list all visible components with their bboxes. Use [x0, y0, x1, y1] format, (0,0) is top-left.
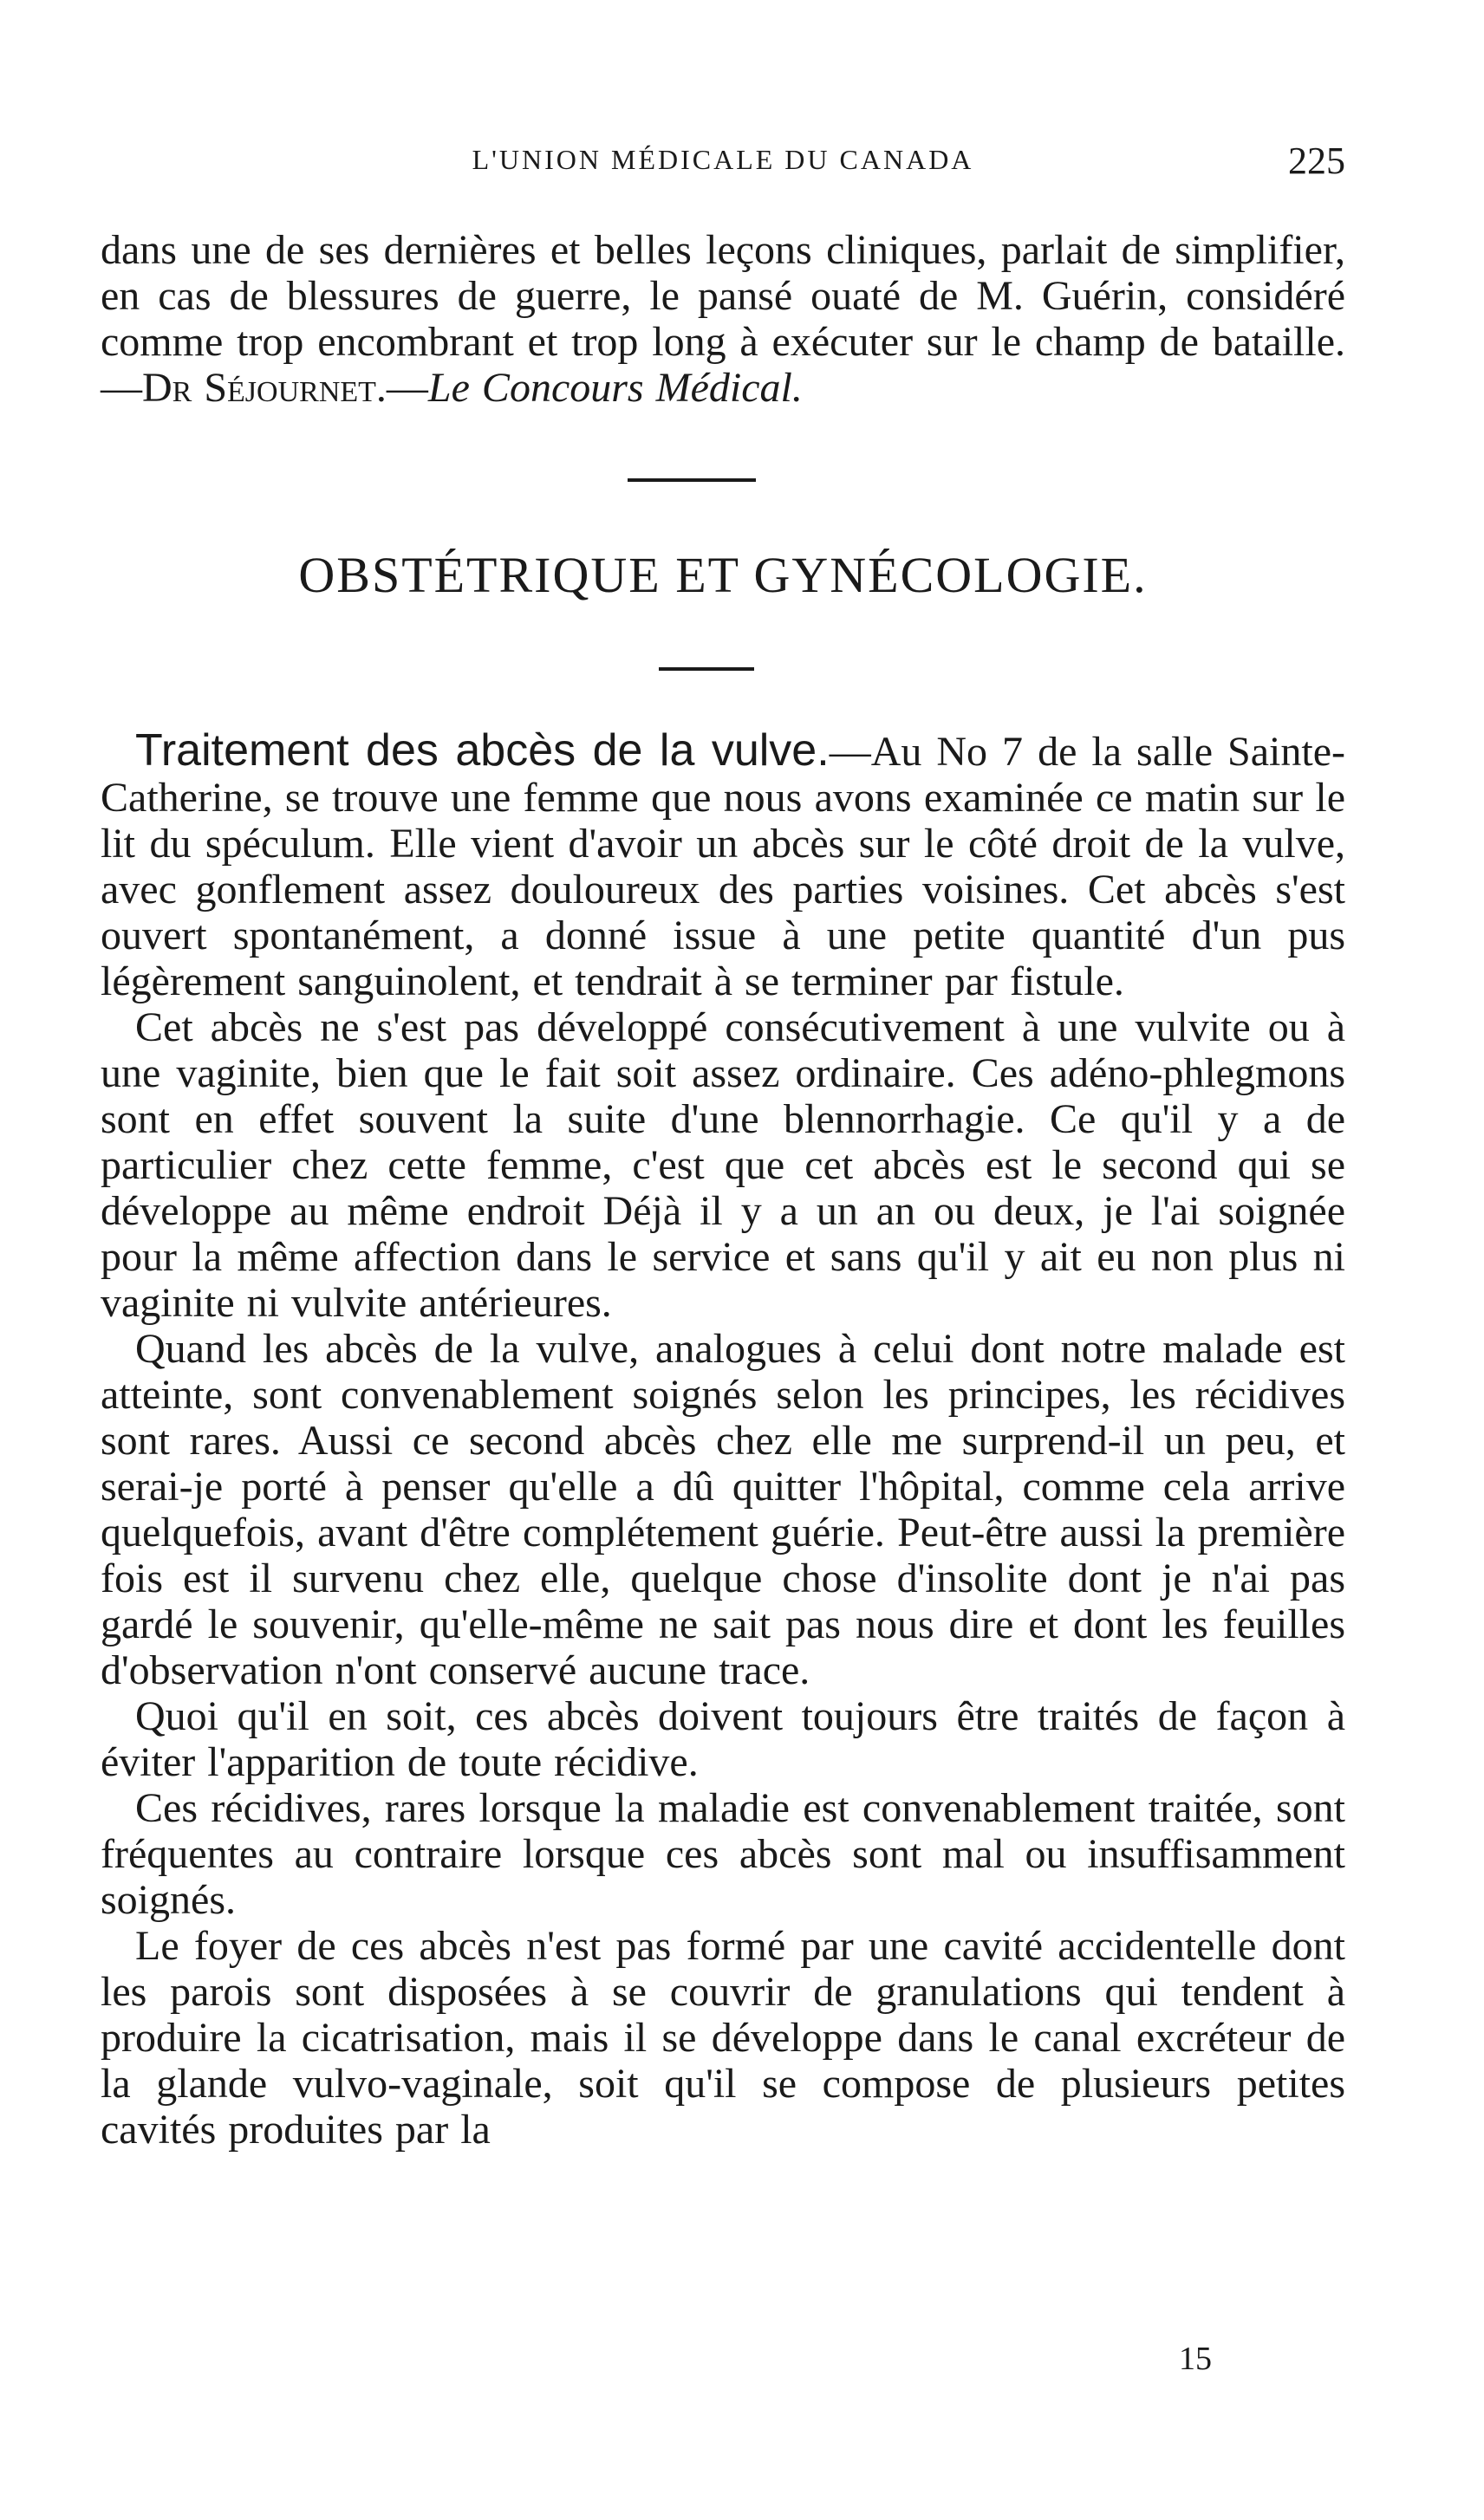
section-divider-bottom	[659, 667, 754, 671]
top-paragraph-block	[101, 227, 1345, 411]
section-divider-top	[628, 478, 756, 482]
top-paragraph-text: dans une de ses dernières et belles leçons cliniques, parlait de simplifier, en cas de blessures de guerre, le pansé ouaté de M. Guérin, considéré comme trop encombrant et trop long à exécuter sur le champ de bataille.—	[101, 227, 1345, 411]
top-paragraph-dash: —	[386, 365, 428, 411]
article-paragraph-5-text: Ces récidives, rares lorsque la maladie est convenablement traitée, sont fréquentes au contraire lorsque ces abcès sont mal ou insuffisamment soignés.	[101, 1785, 1345, 1923]
article-paragraph-1-text: —Au No 7 de la salle Sainte-Catherine, se trouve une femme que nous avons examinée ce matin sur le lit du spéculum. Elle vient d'avoir un abcès sur le côté droit de la vulve, avec gonflement assez douloureux des parties voisines. Cet abcès s'est ouvert spontanément, a donné issue à une petite quantité d'un pus légèrement sanguinolent, et tendrait à se terminer par fistule.	[101, 729, 1345, 1004]
article-paragraph-6-text: Le foyer de ces abcès n'est pas formé par une cavité accidentelle dont les parois sont disposées à se couvrir de granulations qui tendent à produire la cicatrisation, mais il se développe dans le canal excréteur de la glande vulvo-vaginale, soit qu'il se compose de plusieurs petites cavités produites par la	[101, 1923, 1345, 2153]
article-paragraph-3-text: Quand les abcès de la vulve, analogues à celui dont notre malade est atteinte, sont convenablement soignés selon les principes, les récidives sont rares. Aussi ce second abcès chez elle me surprend-il un peu, et serai-je porté à penser qu'elle a dû quitter l'hôpital, comme cela arrive quelquefois, avant d'être complétement guérie. Peut-être aussi la première fois est il survenu chez elle, quelque chose d'insolite dont je n'ai pas gardé le souvenir, qu'elle-même ne sait pas nous dire et dont les feuilles d'observation n'ont conservé aucune trace.	[101, 1326, 1345, 1693]
section-heading: OBSTÉTRIQUE ET GYNÉCOLOGIE.	[298, 547, 1148, 603]
article-paragraph-1	[101, 725, 1345, 1004]
article-paragraph-2	[101, 1004, 1345, 1326]
running-title: L'UNION MÉDICALE DU CANADA	[472, 144, 974, 175]
article-paragraph-2-text: Cet abcès ne s'est pas développé consécutivement à une vulvite ou à une vaginite, bien que le fait soit assez ordinaire. Ces adéno-phlegmons sont en effet souvent la suite d'une blennorrhagie. Ce qu'il y a de particulier chez cette femme, c'est que cet abcès est le second qui se développe au même endroit Déjà il y a un an ou deux, je l'ai soignée pour la même affection dans le service et sans qu'il y ait eu non plus ni vaginite ni vulvite antérieures.	[101, 1004, 1345, 1326]
article-paragraph-6	[101, 1923, 1345, 2153]
running-header	[101, 139, 1345, 191]
article-paragraph-5	[101, 1785, 1345, 1923]
top-paragraph-source: Le Concours Médical.	[427, 365, 803, 411]
top-paragraph-author: Dr Séjournet.	[142, 365, 387, 411]
signature-mark: 15	[1179, 2341, 1212, 2377]
top-paragraph	[101, 227, 1345, 411]
article-title: Traitement des abcès de la vulve.	[135, 725, 830, 776]
article-paragraph-4	[101, 1693, 1345, 1785]
page-number: 225	[1288, 140, 1345, 182]
article-paragraph-3	[101, 1326, 1345, 1693]
article-body	[101, 725, 1345, 2153]
article-paragraph-4-text: Quoi qu'il en soit, ces abcès doivent toujours être traités de façon à éviter l'apparition de toute récidive.	[101, 1693, 1345, 1785]
